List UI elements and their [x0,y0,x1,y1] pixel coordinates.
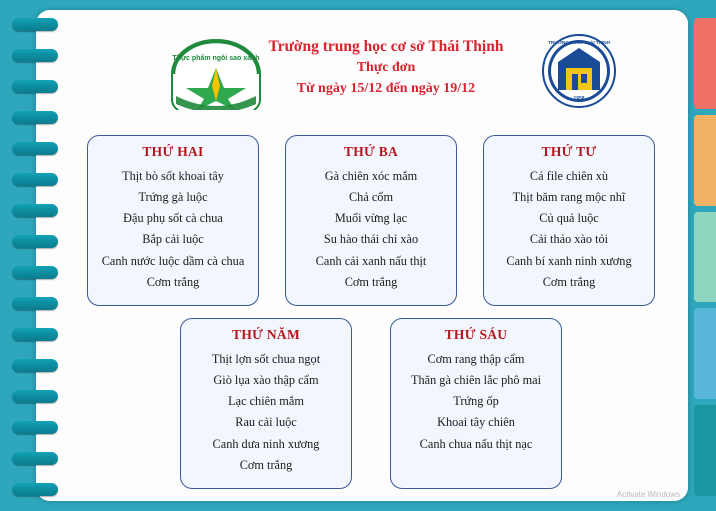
menu-item: Củ quả luộc [539,211,599,226]
binding-ring [12,452,58,465]
menu-item: Canh dưa ninh xương [212,436,320,451]
binding-ring [12,204,58,217]
menu-item: Thịt bò sốt khoai tây [122,169,224,183]
tab-red [694,18,716,109]
school-seal-logo [542,34,616,108]
day-card-monday [87,135,259,306]
menu-item: Canh cải xanh nấu thịt [315,253,427,268]
menu-paper [36,10,688,501]
binding-ring [12,235,58,248]
menu-item: Thịt lợn sốt chua ngọt [211,352,321,366]
binding-ring [12,266,58,279]
day-card-thursday [180,318,352,489]
binding-ring [12,297,58,310]
tab-blue [694,308,716,399]
menu-item: Gà chiên xóc mắm [324,169,418,183]
svg-text:TRƯỜNG THCS THÁI THỊNH: TRƯỜNG THCS THÁI THỊNH [548,40,610,45]
days-row-1 [86,135,656,306]
menu-label: Thực đơn [356,60,416,76]
menu-item: Cơm trắng [239,457,293,472]
binding-ring [12,111,58,124]
date-range: Từ ngày 15/12 đến ngày 19/12 [296,80,476,96]
school-name: Trường trung học cơ sở Thái Thịnh [268,38,504,55]
day-card-friday [390,318,562,489]
menu-item: Canh nước luộc dầm cà chua [101,253,245,268]
day-title: THỨ BA [343,144,399,159]
menu-item: Cơm rang thập cẩm [427,352,525,366]
menu-item: Chả cốm [348,190,394,205]
day-card-tuesday [285,135,457,306]
menu-item: Cá file chiên xù [529,169,609,183]
tab-green [694,212,716,303]
day-title: THỨ TƯ [541,144,597,159]
binding-ring [12,173,58,186]
color-tabs [694,18,716,496]
days-row-2 [146,318,596,489]
menu-item: Rau cải luộc [235,415,297,430]
menu-item: Canh bí xanh ninh xương [506,253,632,268]
menu-item: Thăn gà chiên lắc phô mai [410,373,542,388]
binding-ring [12,359,58,372]
menu-item: Cơm trắng [542,274,596,289]
tab-orange [694,115,716,206]
svg-text:1958: 1958 [573,96,585,102]
binding-ring [12,421,58,434]
day-title: THỨ SÁU [444,327,508,342]
svg-text:Thực phẩm ngôi sao xanh: Thực phẩm ngôi sao xanh [172,55,260,62]
binding-ring [12,390,58,403]
windows-watermark: Activate Windows [616,490,680,499]
menu-item: Giò lụa xào thập cẩm [213,373,319,388]
binding-ring [12,483,58,496]
spiral-binding [12,18,64,496]
tab-teal [694,405,716,496]
menu-item: Trứng ốp [453,394,499,409]
menu-item: Lạc chiên mắm [228,394,304,409]
menu-item: Bắp cải luộc [142,232,204,247]
menu-item: Trứng gà luộc [138,190,208,205]
menu-item: Cơm trắng [344,274,398,289]
menu-item: Cải thảo xào tỏi [529,232,609,247]
menu-header [96,24,676,116]
menu-item: Muối vừng lạc [334,211,408,226]
day-title: THỨ NĂM [232,327,300,342]
menu-item: Khoai tây chiên [437,415,515,430]
menu-item: Đậu phụ sốt cà chua [123,211,223,226]
binding-ring [12,49,58,62]
binding-ring [12,18,58,31]
menu-item: Canh chua nấu thịt nạc [419,436,533,451]
day-card-wednesday [483,135,655,306]
binding-ring [12,80,58,93]
menu-item: Cơm trắng [146,274,200,289]
binding-ring [12,142,58,155]
menu-item: Su hào thái chỉ xào [323,232,419,247]
day-title: THỨ HAI [142,144,204,159]
menu-item: Thịt băm rang mộc nhĩ [512,190,626,205]
binding-ring [12,328,58,341]
